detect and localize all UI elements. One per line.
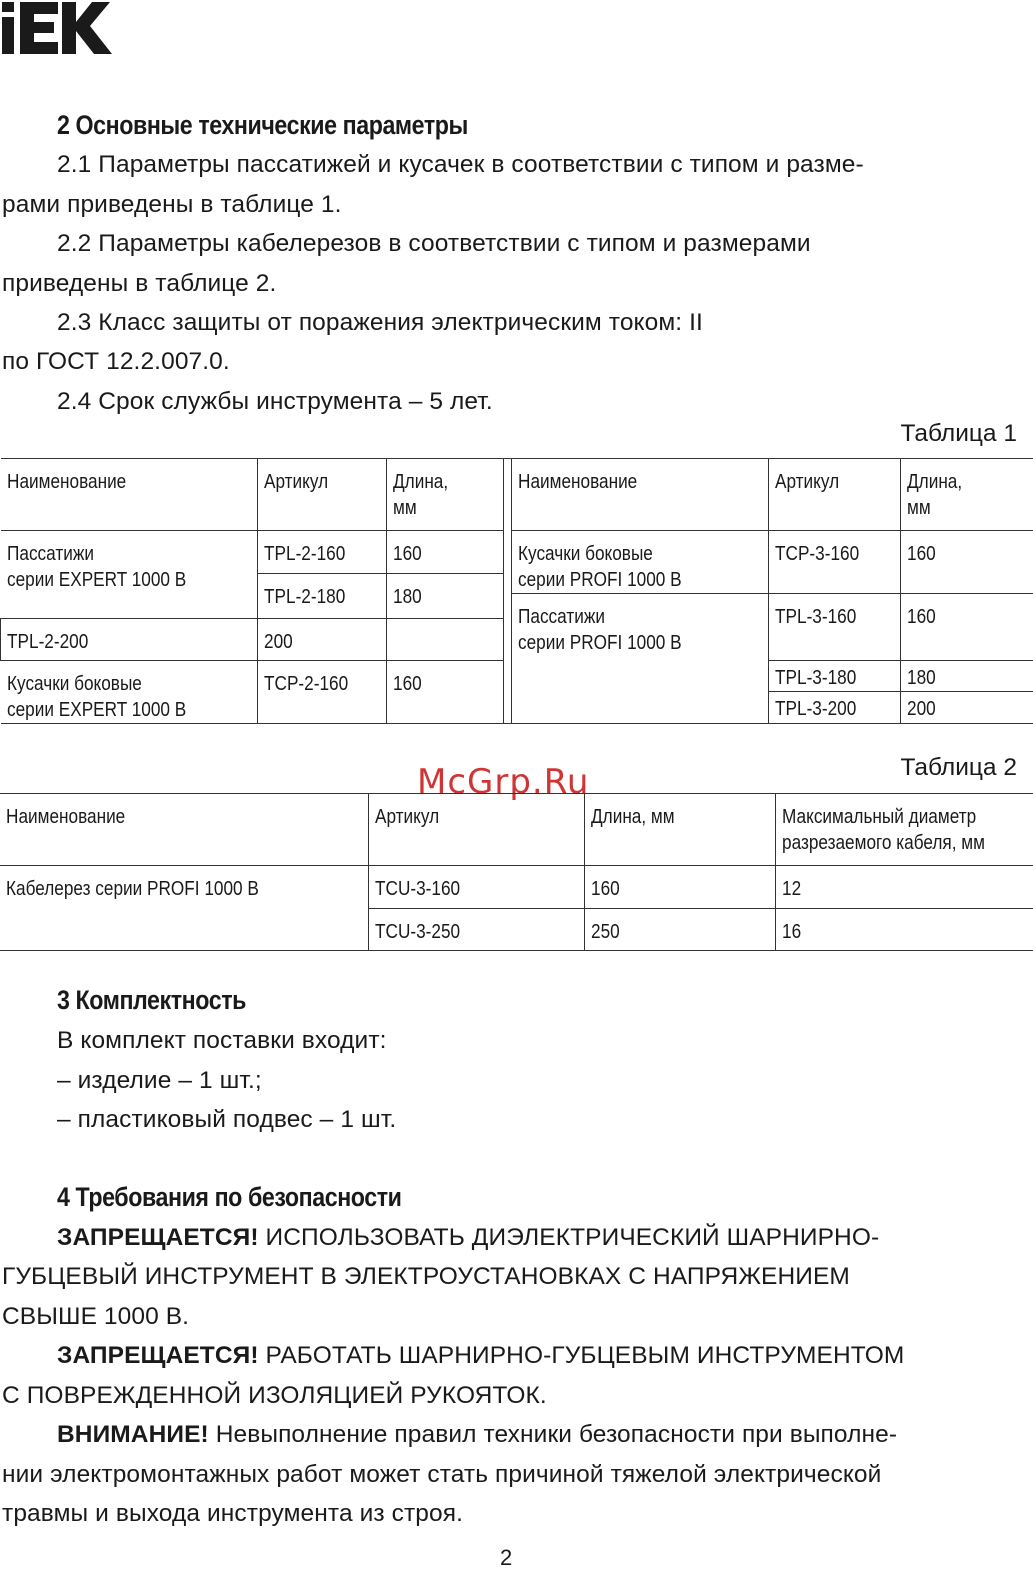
warning-1-line3: СВЫШЕ 1000 В.: [2, 1303, 190, 1330]
t1-left-length: 160: [386, 661, 503, 724]
t1-left-header-name: Наименование: [1, 459, 258, 531]
t2-diameter: 16: [775, 909, 1033, 951]
t2-length: 250: [584, 909, 775, 951]
para-2-2-line1: 2.2 Параметры кабелерезов в соответствии с типом и размерами: [57, 230, 811, 257]
t1-right-length: 180: [906, 667, 936, 689]
t2-header-sku: Артикул: [368, 794, 584, 866]
t1-left-length: 200: [257, 619, 386, 661]
warning-3-line1: ВНИМАНИЕ! Невыполнение правил техники безопасности при выполне-: [57, 1421, 898, 1448]
t1-right-length: 160: [900, 594, 1033, 661]
t1-right-g1-name: Кусачки боковые серии PROFI 1000 В: [511, 531, 768, 594]
t1-left-header-length: Длина, мм: [386, 459, 503, 531]
warning-2-line1: ЗАПРЕЩАЕТСЯ! РАБОТАТЬ ШАРНИРНО-ГУБЦЕВЫМ ИНСТРУМЕНТОМ: [57, 1342, 905, 1369]
t1-left-sku: TCP-2-160: [257, 661, 386, 724]
table-2: [0, 793, 1033, 951]
para-2-4: 2.4 Срок службы инструмента – 5 лет.: [57, 388, 493, 415]
section-4-title: 4 Требования по безопасности: [57, 1182, 402, 1212]
section-2-title: 2 Основные технические параметры: [57, 110, 468, 140]
t1-right-header-name: Наименование: [511, 459, 768, 531]
t1-right-sku: TPL-3-180: [774, 667, 856, 689]
t2-header-name: Наименование: [0, 794, 368, 866]
table-2-caption: Таблица 2: [900, 754, 1017, 781]
warning-3-label: ВНИМАНИЕ!: [57, 1421, 209, 1448]
t1-right-sku: TCP-3-160: [768, 531, 900, 594]
warning-1-label: ЗАПРЕЩАЕТСЯ!: [57, 1224, 259, 1251]
para-2-2-line2: приведены в таблице 2.: [2, 270, 277, 297]
warning-3-line2: нии электромонтажных работ может стать причиной тяжелой электрической: [2, 1461, 882, 1488]
t1-left-length: 180: [386, 574, 503, 619]
para-2-3-line1: 2.3 Класс защиты от поражения электрическим током: II: [57, 309, 703, 336]
t2-sku: TCU-3-160: [368, 866, 584, 909]
t1-left-length: 160: [386, 531, 503, 574]
table-1: [0, 458, 1033, 724]
t2-sku: TCU-3-250: [368, 909, 584, 951]
para-2-3-line2: по ГОСТ 12.2.007.0.: [2, 348, 230, 375]
warning-1-line2: ГУБЦЕВЫЙ ИНСТРУМЕНТ В ЭЛЕКТРОУСТАНОВКАХ С НАПРЯЖЕНИЕМ: [2, 1263, 850, 1290]
t1-right-sku: TPL-3-200: [774, 698, 856, 720]
t1-left-header-sku: Артикул: [257, 459, 386, 531]
warning-2-line2: С ПОВРЕЖДЕННОЙ ИЗОЛЯЦИЕЙ РУКОЯТОК.: [2, 1382, 547, 1409]
t1-left-g1-name: Пассатижи серии EXPERT 1000 В: [1, 531, 258, 619]
t2-diameter: 12: [775, 866, 1033, 909]
t2-length: 160: [584, 866, 775, 909]
t1-left-sku: TPL-2-160: [257, 531, 386, 574]
t2-header-length: Длина, мм: [584, 794, 775, 866]
t1-right-sku-pair: [768, 661, 900, 724]
para-2-1-line2: рами приведены в таблице 1.: [2, 191, 342, 218]
t1-right-length: 200: [906, 698, 936, 720]
t1-left-sku: TPL-2-200: [1, 619, 258, 661]
warning-2-label: ЗАПРЕЩАЕТСЯ!: [57, 1342, 259, 1369]
section-3-title: 3 Комплектность: [57, 985, 246, 1015]
t2-header-diameter: Максимальный диаметр разрезаемого кабеля, мм: [775, 794, 1033, 866]
section-3-line: – изделие – 1 шт.;: [57, 1067, 262, 1094]
table-1-separator: [503, 459, 511, 724]
para-2-1-line1: 2.1 Параметры пассатижей и кусачек в соответствии с типом и разме-: [57, 151, 864, 178]
watermark: McGrp.Ru: [417, 762, 590, 802]
t1-right-length-pair: [900, 661, 1033, 724]
warning-1-line1: ЗАПРЕЩАЕТСЯ! ИСПОЛЬЗОВАТЬ ДИЭЛЕКТРИЧЕСКИЙ ШАРНИРНО-: [57, 1224, 880, 1251]
t1-right-header-length: Длина, мм: [900, 459, 1033, 531]
warning-3-line3: травмы и выхода инструмента из строя.: [2, 1500, 463, 1527]
t1-left-sku: TPL-2-180: [257, 574, 386, 619]
t1-right-header-sku: Артикул: [768, 459, 900, 531]
t1-right-g2-name: Пассатижи серии PROFI 1000 В: [511, 594, 768, 724]
page-number: 2: [500, 1545, 513, 1570]
iek-logo: [2, 2, 112, 54]
section-3-line: В комплект поставки входит:: [57, 1027, 387, 1054]
t1-left-g2-name: Кусачки боковые серии EXPERT 1000 В: [1, 661, 258, 724]
t1-right-sku: TPL-3-160: [768, 594, 900, 661]
table-1-caption: Таблица 1: [900, 420, 1017, 447]
t1-right-length: 160: [900, 531, 1033, 594]
section-3-line: – пластиковый подвес – 1 шт.: [57, 1106, 397, 1133]
t2-name: Кабелерез серии PROFI 1000 В: [0, 866, 368, 951]
